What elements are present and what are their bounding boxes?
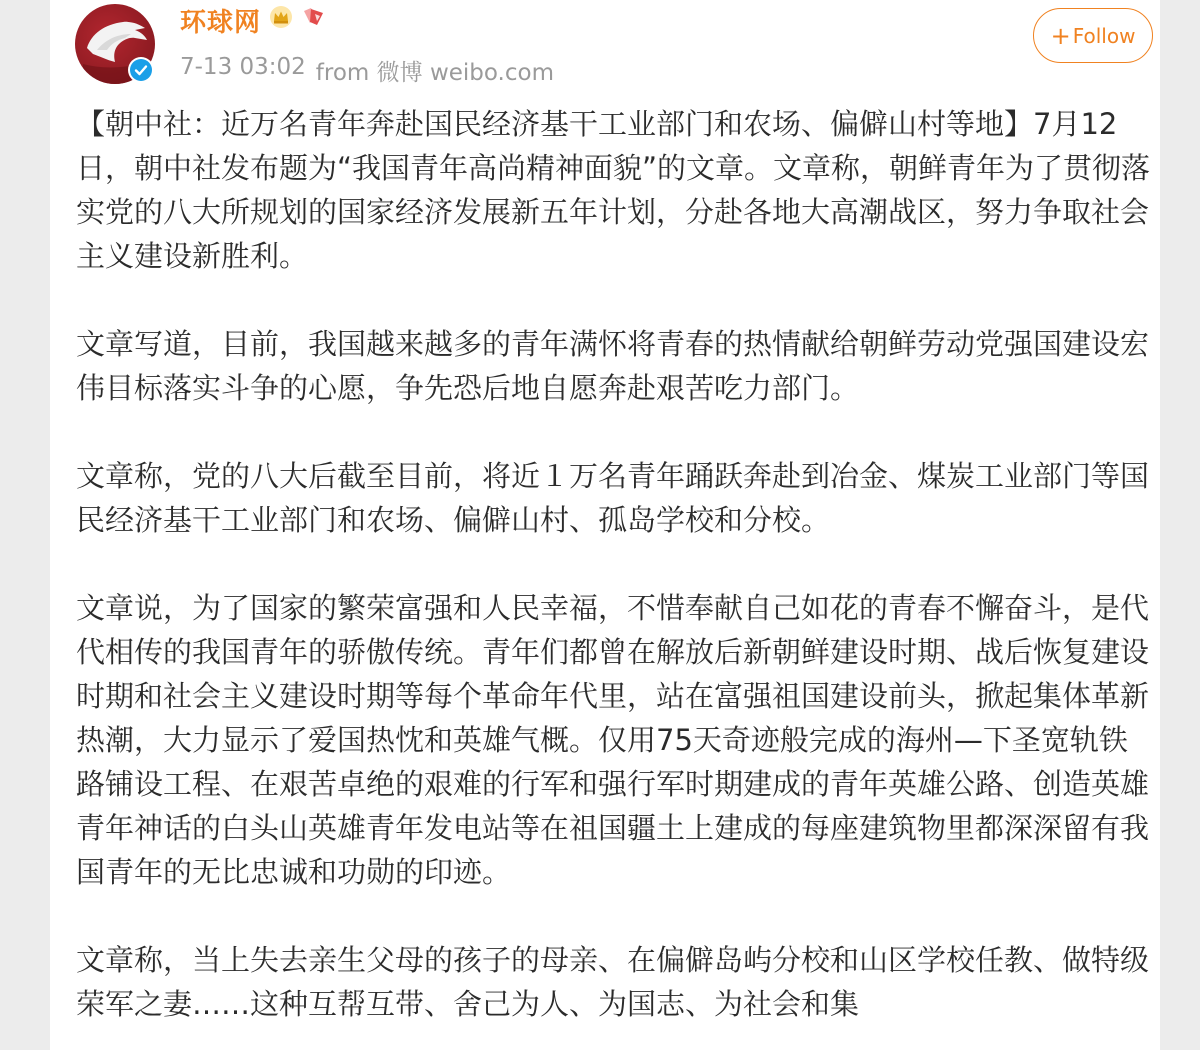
username[interactable]: [180, 2, 327, 39]
paragraph: 【朝中社：近万名青年奔赴国民经济基干工业部门和农场、偏僻山村等地】7月12日，朝中社发布题为“我国青年高尚精神面貌”的文章。文章称，朝鲜青年为了贯彻落实党的八大所规划的国家经济发展新五年计划，分赴各地大高潮战区，努力争取社会主义建设新胜利。: [76, 107, 1151, 273]
vip-badge-icon[interactable]: [301, 5, 327, 36]
paragraph: 文章称，当上失去亲生父母的孩子的母亲、在偏僻岛屿分校和山区学校任教、做特级荣军之妻……这种互帮互带、舍己为人、为国志、为社会和集: [76, 943, 1150, 1021]
plus-icon: +: [1050, 21, 1071, 50]
paragraph: 文章说，为了国家的繁荣富强和人民幸福，不惜奉献自己如花的青春不懈奋斗，是代代相传的我国青年的骄傲传统。青年们都曾在解放后新朝鲜建设时期、战后恢复建设时期和社会主义建设时期等每个革命年代里，站在富强祖国建设前头，掀起集体革新热潮，大力显示了爱国热忱和英雄气概。仅用75天奇迹般完成的海州—下圣宽轨铁路铺设工程、在艰苦卓绝的艰难的行军和强行军时期建成的青年英雄公路、创造英雄青年神话的白头山英雄青年发电站等在祖国疆土上建成的每座建筑物里都深深留有我国青年的无比忠诚和功勋的印迹。: [76, 591, 1150, 889]
timestamp[interactable]: 7-13 03:02: [180, 54, 306, 80]
post-source: from 微博 weibo.com: [315, 60, 554, 86]
paragraph: 文章称，党的八大后截至目前，将近１万名青年踊跃奔赴到冶金、煤炭工业部门等国民经济基干工业部门和农场、偏僻山村、孤岛学校和分校。: [76, 459, 1150, 537]
follow-label: Follow: [1072, 23, 1136, 48]
checkmark-icon: [134, 63, 148, 77]
username-text: 环球网: [180, 8, 262, 38]
follow-button[interactable]: [1033, 8, 1153, 63]
paragraph: 文章写道，目前，我国越来越多的青年满怀将青春的热情献给朝鲜劳动党强国建设宏伟目标落实斗争的心愿，争先恐后地自愿奔赴艰苦吃力部门。: [76, 327, 1150, 405]
verified-badge: [128, 57, 154, 83]
post-meta: [180, 54, 554, 87]
crown-badge-icon[interactable]: [269, 5, 293, 36]
post-body: [76, 102, 1156, 1050]
weibo-post-card: [50, 0, 1160, 1050]
